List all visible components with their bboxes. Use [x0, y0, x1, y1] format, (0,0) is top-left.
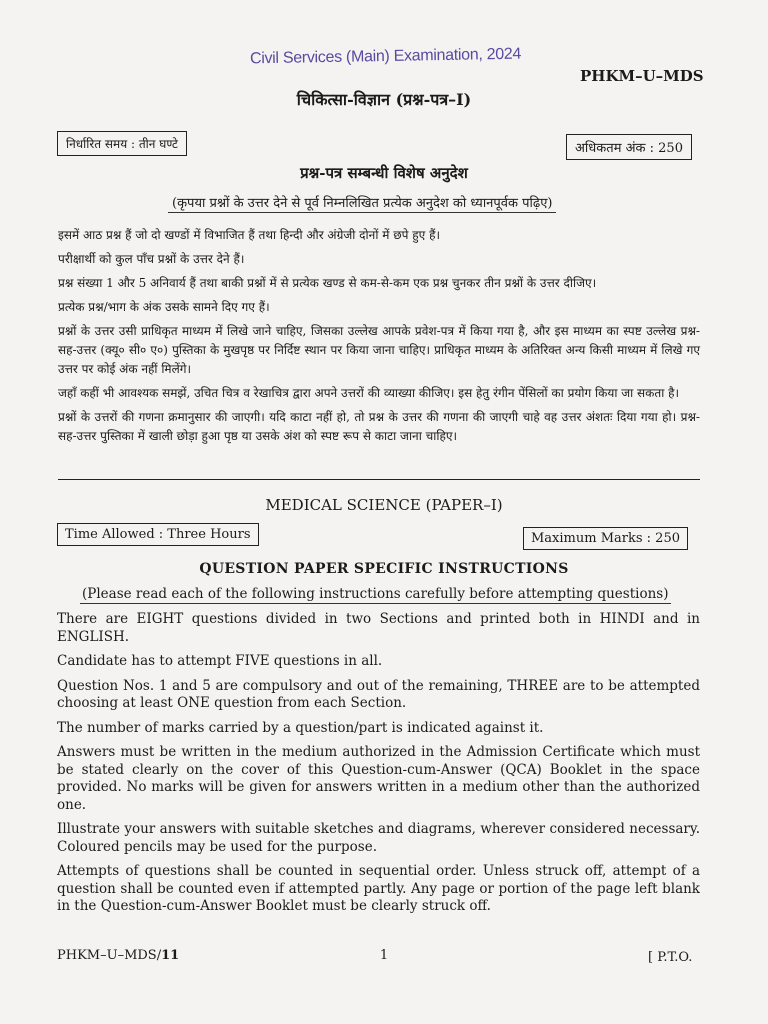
english-instruction: The number of marks carried by a question/part is indicated against it. [57, 719, 544, 736]
english-instruction: Answers must be written in the medium authorized in the Admission Certificate which must be stated clearly on the cover of this Question-cum-Answer (QCA) Booklet in the space provided. No marks will be given for answers written in a medium other than the authorized one. [57, 744, 700, 813]
footer-code-prefix: PHKM–U–MDS/ [57, 948, 162, 963]
pto-marker: [ P.T.O. [648, 950, 693, 965]
hindi-instruction: प्रश्नों के उत्तरों की गणना क्रमानुसार की जाएगी। यदि काटा नहीं हो, तो प्रश्न के उत्तर की गणना की जाएगी चाहे वह उत्तर अंशतः दिया गया हो। प्रश्न-सह-उत्तर पुस्तिका में खाली छोड़ा हुआ पृष्ठ या उसके अंश को स्पष्ट रूप से काटा जाना चाहिए। [58, 410, 700, 443]
hindi-paper-title: चिकित्सा-विज्ञान (प्रश्न-पत्र–I) [296, 90, 472, 109]
english-instruction: Illustrate your answers with suitable sketches and diagrams, wherever considered necessary. Coloured pencils may be used for the purpose. [57, 821, 700, 855]
english-instruction: There are EIGHT questions divided in two Sections and printed both in HINDI and in ENGLISH. [57, 611, 700, 645]
hindi-instruction: परीक्षार्थी को कुल पाँच प्रश्नों के उत्तर देने हैं। [58, 252, 245, 266]
hindi-instruction: जहाँ कहीं भी आवश्यक समझें, उचित चित्र व रेखाचित्र द्वारा अपने उत्तरों की व्याख्या कीजिए। इस हेतु रंगीन पेंसिलों का प्रयोग किया जा सकता है। [58, 386, 680, 400]
hindi-instructions-heading: प्रश्न-पत्र सम्बन्धी विशेष अनुदेश [300, 164, 468, 182]
footer-code-number: 11 [161, 948, 180, 963]
hindi-instruction: प्रत्येक प्रश्न/भाग के अंक उसके सामने दिए गए हैं। [58, 300, 270, 314]
english-instructions-list [57, 611, 700, 923]
paper-code-top: PHKM–U–MDS [580, 67, 704, 85]
page-number: 1 [379, 948, 389, 963]
hindi-time-allowed-box: निर्धारित समय : तीन घण्टे [57, 131, 187, 156]
time-allowed-box: Time Allowed : Three Hours [57, 523, 259, 546]
english-paper-title: MEDICAL SCIENCE (PAPER–I) [265, 496, 503, 514]
section-divider [58, 479, 700, 480]
english-instructions-subheading: (Please read each of the following instructions carefully before attempting questions) [82, 586, 669, 602]
hindi-instructions-subheading: (कृपया प्रश्नों के उत्तर देने से पूर्व निम्नलिखित प्रत्येक अनुदेश को ध्यानपूर्वक पढ़िए) [168, 193, 556, 213]
hindi-instructions-list [58, 226, 700, 451]
english-instruction: Attempts of questions shall be counted in sequential order. Unless struck off, attempt of a question shall be counted even if attempted partly. Any page or portion of the page left blank in the Question-cum-Answer Booklet must be clearly struck off. [57, 863, 700, 914]
hindi-instruction: प्रश्नों के उत्तर उसी प्राधिकृत माध्यम में लिखे जाने चाहिए, जिसका उल्लेख आपके प्रवेश-पत्र में किया गया है, और इस माध्यम का स्पष्ट उल्लेख प्रश्न-सह-उत्तर (क्यू० सी० ए०) पुस्तिका के मुखपृष्ठ पर निर्दिष्ट स्थान पर किया जाना चाहिए। प्राधिकृत माध्यम के अतिरिक्त अन्य किसी माध्यम में लिखे गए उत्तर पर कोई अंक नहीं मिलेंगे। [58, 324, 700, 376]
english-instruction: Question Nos. 1 and 5 are compulsory and out of the remaining, THREE are to be attempted choosing at least ONE question from each Section. [57, 677, 700, 711]
hindi-instruction: प्रश्न संख्या 1 और 5 अनिवार्य हैं तथा बाकी प्रश्नों में से प्रत्येक खण्ड से कम-से-कम एक प्रश्न चुनकर तीन प्रश्नों के उत्तर दीजिए। [58, 276, 597, 290]
exam-stamp: Civil Services (Main) Examination, 2024 [249, 45, 522, 68]
english-instruction: Candidate has to attempt FIVE questions in all. [57, 653, 383, 669]
hindi-instruction: इसमें आठ प्रश्न हैं जो दो खण्डों में विभाजित हैं तथा हिन्दी और अंग्रेजी दोनों में छपे हुए हैं। [58, 228, 441, 242]
hindi-max-marks-box: अधिकतम अंक : 250 [566, 134, 692, 160]
max-marks-box: Maximum Marks : 250 [523, 527, 688, 550]
english-instructions-heading: QUESTION PAPER SPECIFIC INSTRUCTIONS [199, 561, 569, 577]
